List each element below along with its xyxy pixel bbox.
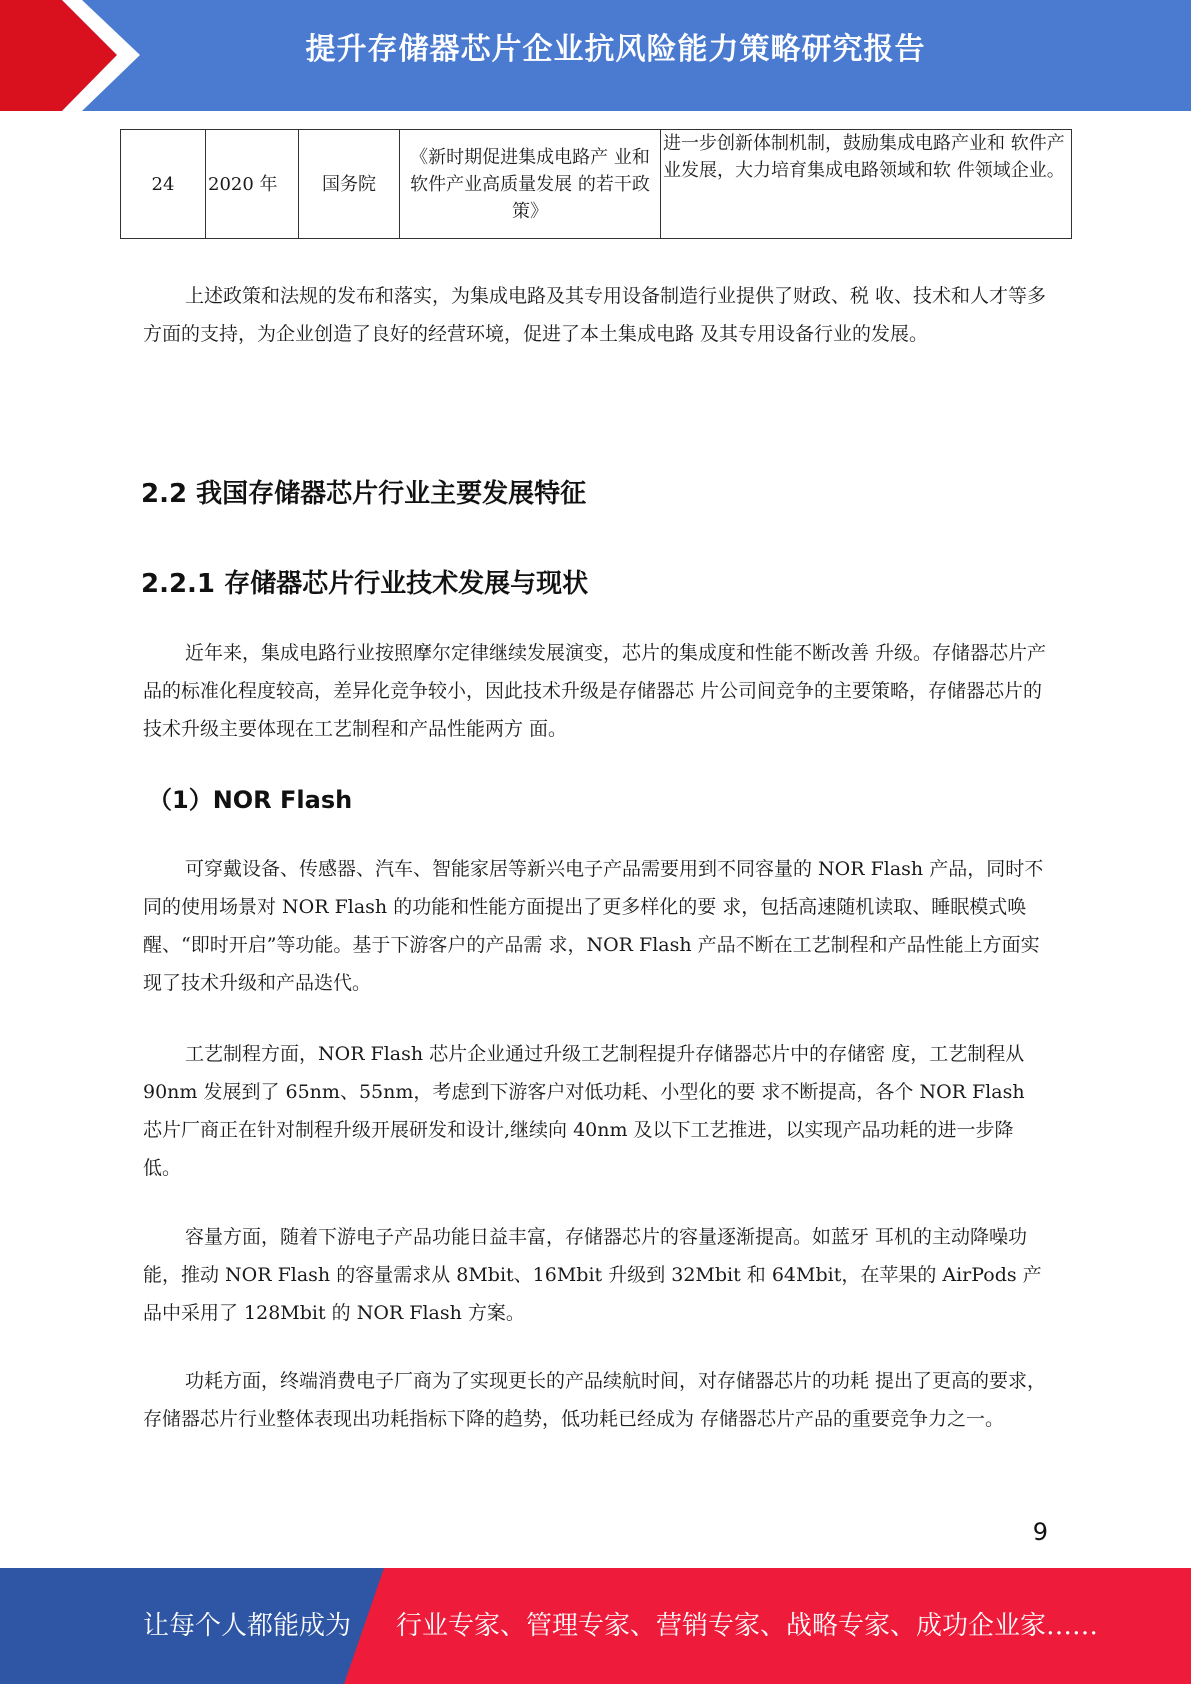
paragraph-nor-power: 功耗方面，终端消费电子厂商为了实现更长的产品续航时间，对存储器芯片的功耗 提出了更高的要求，存储器芯片行业整体表现出功耗指标下降的趋势，低功耗已经成为 存储器芯片产品的重要竞争力之一。 — [143, 1370, 1047, 1430]
section-heading-2-2: 2.2 我国存储器芯片行业主要发展特征 — [141, 479, 587, 509]
section-heading-2-2-1: 2.2.1 存储器芯片行业技术发展与现状 — [141, 569, 589, 599]
footer-slogan-left: 让每个人都能成为 — [143, 1611, 352, 1641]
paragraph-nor-applications: 可穿戴设备、传感器、汽车、智能家居等新兴电子产品需要用到不同容量的 NOR Flash 产品，同时不同的使用场景对 NOR Flash 的功能和性能方面提出了更多样化的要 求，包括高速随机读取、睡眠模式唤醒、“即时开启”等功能。基于下游客户的产品需 求，NOR Flash 产品不断在工艺制程和产品性能上方面实现了技术升级和产品迭代。 — [143, 858, 1044, 994]
report-title: 提升存储器芯片企业抗风险能力策略研究报告 — [305, 32, 926, 67]
page-header — [0, 0, 1191, 111]
subheading-nor-flash: （1）NOR Flash — [148, 786, 353, 814]
policy-table — [120, 129, 1072, 239]
page-number: 9 — [1032, 1518, 1048, 1546]
table-cell-description: 进一步创新体制机制，鼓励集成电路产业和 软件产业发展，大力培育集成电路领域和软 件领域企业。 — [661, 130, 1072, 239]
table-cell-number: 24 — [121, 130, 206, 239]
table-cell-year: 2020 年 — [206, 130, 299, 239]
paragraph-nor-process: 工艺制程方面，NOR Flash 芯片企业通过升级工艺制程提升存储器芯片中的存储密 度，工艺制程从 90nm 发展到了 65nm、55nm，考虑到下游客户对低功耗、小型化的要 求不断提高，各个 NOR Flash 芯片厂商正在针对制程升级开展研发和设计,继续向 40nm 及以下工艺推进，以实现产品功耗的进一步降低。 — [143, 1043, 1025, 1179]
paragraph-tech-intro: 近年来，集成电路行业按照摩尔定律继续发展演变，芯片的集成度和性能不断改善 升级。存储器芯片产品的标准化程度较高，差异化竞争较小，因此技术升级是存储器芯 片公司间竞争的主要策略，存储器芯片的技术升级主要体现在工艺制程和产品性能两方 面。 — [143, 642, 1047, 740]
table-cell-issuer: 国务院 — [299, 130, 400, 239]
table-cell-policy-title: 《新时期促进集成电路产 业和软件产业高质量发展 的若干政策》 — [400, 130, 661, 239]
table-row — [121, 130, 1072, 239]
page-footer — [0, 1568, 1191, 1684]
paragraph-nor-capacity: 容量方面，随着下游电子产品功能日益丰富，存储器芯片的容量逐渐提高。如蓝牙 耳机的主动降噪功能，推动 NOR Flash 的容量需求从 8Mbit、16Mbit 升级到 32Mbit 和 64Mbit，在苹果的 AirPods 产品中采用了 128Mbit 的 NOR Flash 方案。 — [143, 1226, 1042, 1324]
header-arrow-decoration — [0, 0, 160, 111]
footer-slogan-right: 行业专家、管理专家、营销专家、战略专家、成功企业家…… — [396, 1611, 1099, 1641]
paragraph-policy-summary: 上述政策和法规的发布和落实，为集成电路及其专用设备制造行业提供了财政、税 收、技术和人才等多方面的支持，为企业创造了良好的经营环境，促进了本土集成电路 及其专用设备行业的发展。 — [143, 285, 1047, 345]
